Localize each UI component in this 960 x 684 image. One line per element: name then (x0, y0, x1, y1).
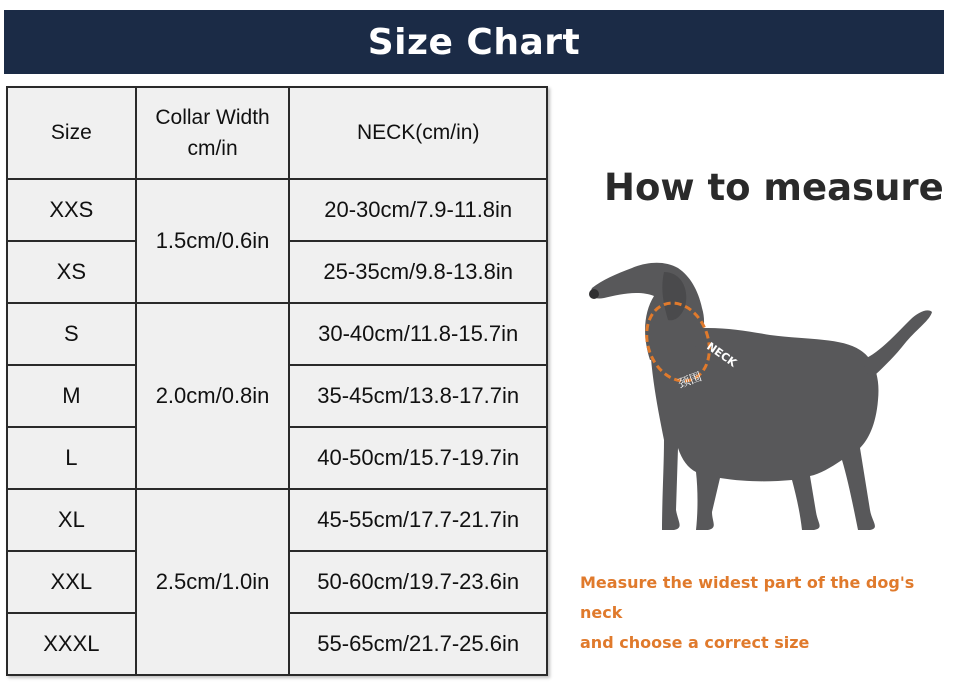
header-collar-width-label: Collar Width cm/in (155, 105, 270, 160)
title-banner (4, 10, 944, 74)
size-cell: XL (7, 489, 136, 551)
collar-width-cell: 1.5cm/0.6in (136, 179, 290, 303)
page-title: Size Chart (367, 21, 581, 63)
neck-cell: 40-50cm/15.7-19.7in (289, 427, 547, 489)
size-cell: M (7, 365, 136, 427)
size-cell: XS (7, 241, 136, 303)
neck-cell: 55-65cm/21.7-25.6in (289, 613, 547, 675)
header-neck: NECK(cm/in) (289, 87, 547, 179)
neck-cell: 35-45cm/13.8-17.7in (289, 365, 547, 427)
neck-cell: 25-35cm/9.8-13.8in (289, 241, 547, 303)
table-row (7, 489, 547, 551)
size-cell: XXL (7, 551, 136, 613)
size-cell: L (7, 427, 136, 489)
neck-label: NECK (704, 339, 740, 370)
dog-silhouette-illustration (580, 250, 940, 540)
collar-width-cell: 2.0cm/0.8in (136, 303, 290, 489)
how-to-measure-title: How to measure (604, 166, 944, 209)
size-cell: S (7, 303, 136, 365)
neck-cell: 30-40cm/11.8-15.7in (289, 303, 547, 365)
note-line-1: Measure the widest part of the dog's neck (580, 573, 915, 622)
note-line-2: and choose a correct size (580, 633, 810, 652)
size-cell: XXXL (7, 613, 136, 675)
neck-cell: 20-30cm/7.9-11.8in (289, 179, 547, 241)
neck-cell: 50-60cm/19.7-23.6in (289, 551, 547, 613)
size-cell: XXS (7, 179, 136, 241)
measure-instructions (580, 568, 956, 658)
size-chart-table (6, 86, 548, 676)
header-size: Size (7, 87, 136, 179)
table-row (7, 303, 547, 365)
neck-cell: 45-55cm/17.7-21.7in (289, 489, 547, 551)
header-collar-width (136, 87, 290, 179)
table-header-row (7, 87, 547, 179)
dog-icon (589, 263, 932, 530)
collar-width-cell: 2.5cm/1.0in (136, 489, 290, 675)
table-row (7, 179, 547, 241)
neck-label-cn: 颈围 (676, 369, 704, 391)
